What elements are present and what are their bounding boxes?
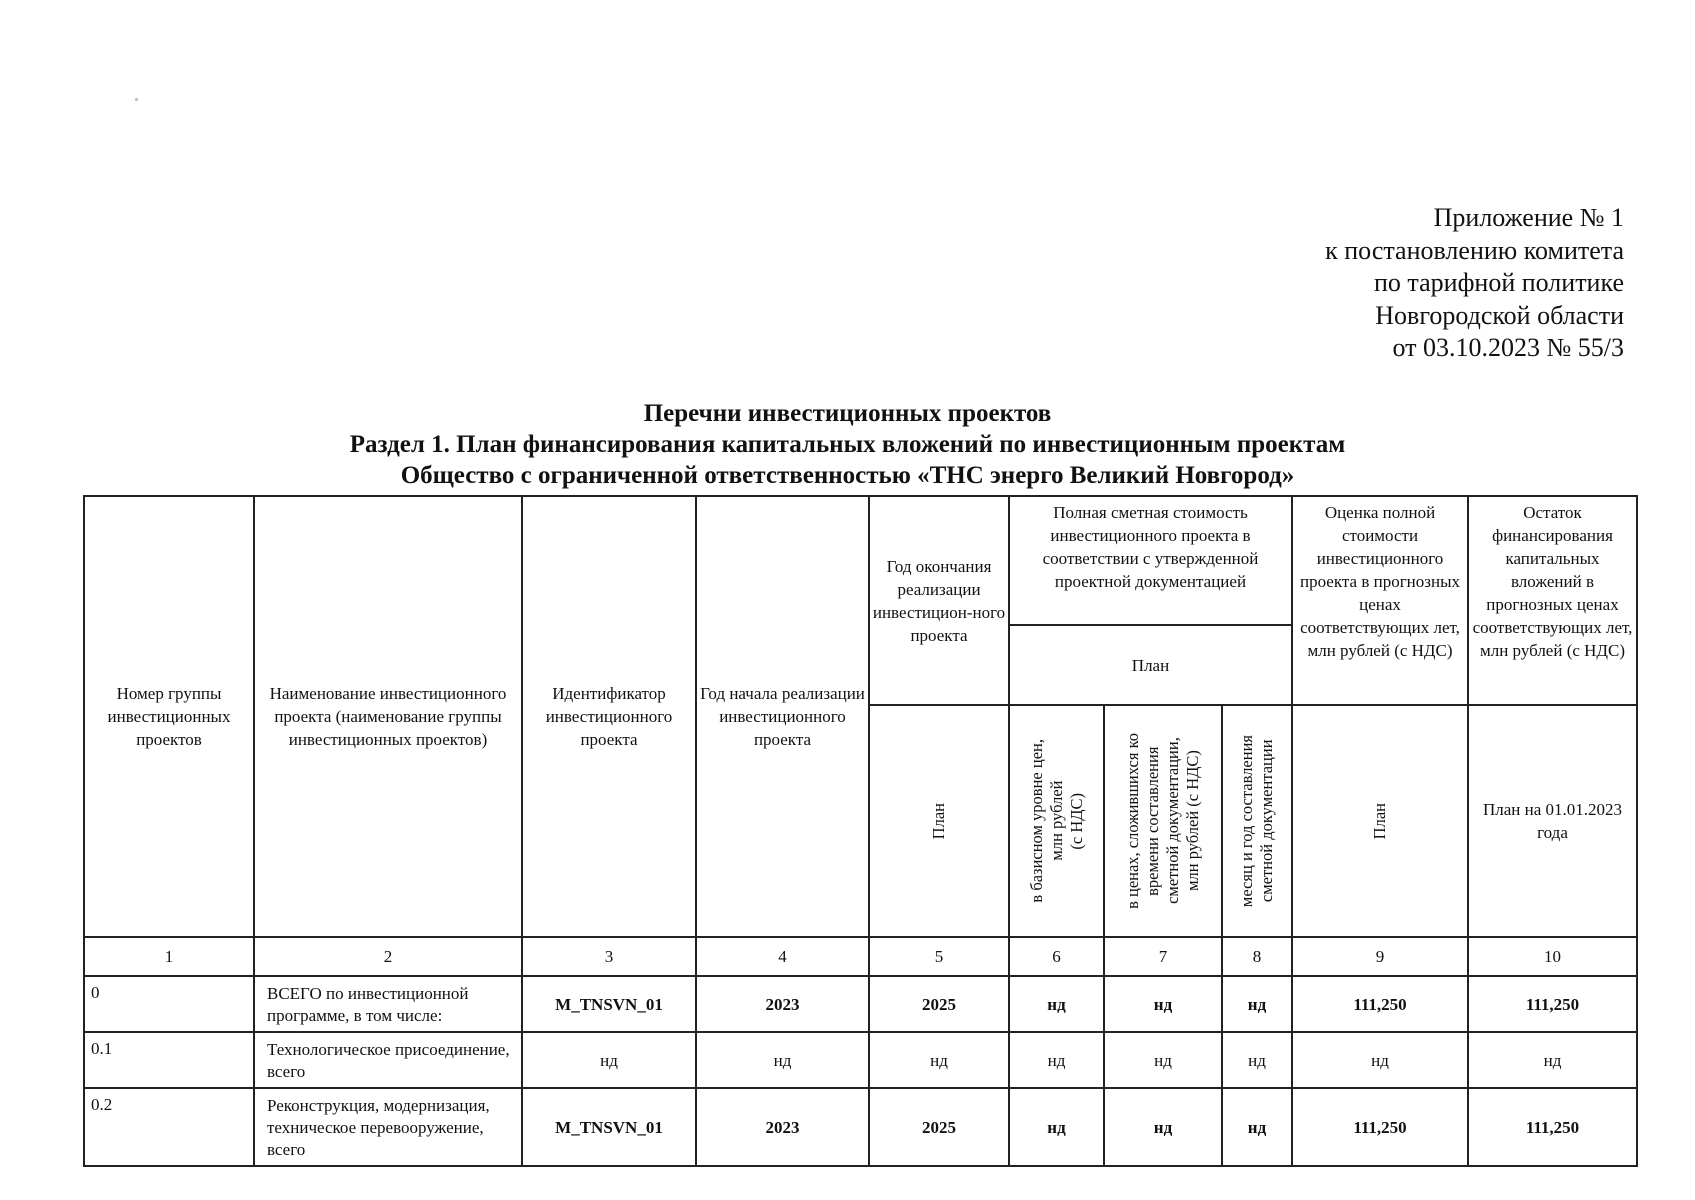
column-number: 2 bbox=[254, 937, 522, 976]
appendix-note bbox=[1325, 202, 1624, 365]
cell-group: 0 bbox=[84, 976, 254, 1032]
header-full-cost: Полная сметная стоимость инвестиционного проекта в соответствии с утвержденной проектной документацией bbox=[1009, 496, 1292, 625]
header-remaining-plan: План на 01.01.2023 года bbox=[1468, 705, 1637, 937]
cell-current-cost: нд bbox=[1104, 1032, 1222, 1088]
plan-vertical-label: План bbox=[929, 802, 948, 840]
title-line-1: Перечни инвестиционных проектов bbox=[643, 400, 1052, 427]
cell-base-cost: нд bbox=[1009, 976, 1104, 1032]
column-numbers-row bbox=[84, 937, 1637, 976]
cell-base-cost: нд bbox=[1009, 1088, 1104, 1166]
base-level-line: (с НДС) bbox=[1066, 792, 1086, 850]
header-start-year: Год начала реализации инвестиционного проекта bbox=[696, 496, 869, 937]
scan-speck bbox=[135, 98, 138, 101]
column-number: 5 bbox=[869, 937, 1009, 976]
document-title bbox=[0, 398, 1695, 491]
appendix-line: от 03.10.2023 № 55/3 bbox=[1392, 333, 1624, 362]
table-row bbox=[84, 976, 1637, 1032]
header-remaining: Остаток финансирования капитальных вложений в прогнозных ценах соответствующих лет, млн рублей (с НДС) bbox=[1468, 496, 1637, 705]
cell-remaining: 111,250 bbox=[1468, 976, 1637, 1032]
current-prices-line: в ценах, сложившихся ко bbox=[1123, 733, 1142, 909]
cell-remaining: 111,250 bbox=[1468, 1088, 1637, 1166]
cell-current-cost: нд bbox=[1104, 1088, 1222, 1166]
cell-estimate: 111,250 bbox=[1292, 1088, 1468, 1166]
cell-identifier: нд bbox=[522, 1032, 696, 1088]
cell-base-cost: нд bbox=[1009, 1032, 1104, 1088]
appendix-line: Новгородской области bbox=[1375, 300, 1624, 330]
title-line-2: Раздел 1. План финансирования капитальных вложений по инвестиционным проектам bbox=[349, 431, 1346, 458]
table-row bbox=[84, 1032, 1637, 1088]
header-current-prices-cost bbox=[1104, 705, 1222, 937]
header-end-year-plan bbox=[869, 705, 1009, 937]
cell-group: 0.2 bbox=[84, 1088, 254, 1166]
cell-estimate: 111,250 bbox=[1292, 976, 1468, 1032]
header-cost-estimate: Оценка полной стоимости инвестиционного проекта в прогнозных ценах соответствующих лет, млн рублей (с НДС) bbox=[1292, 496, 1468, 705]
cell-month-year: нд bbox=[1222, 1032, 1292, 1088]
column-number: 7 bbox=[1104, 937, 1222, 976]
month-year-line: сметной документации bbox=[1257, 739, 1276, 903]
cell-end-year: нд bbox=[869, 1032, 1009, 1088]
cell-name: Технологическое присоединение, всего bbox=[254, 1032, 522, 1088]
header-project-name: Наименование инвестиционного проекта (наименование группы инвестиционных проектов) bbox=[254, 496, 522, 937]
cell-end-year: 2025 bbox=[869, 1088, 1009, 1166]
header-identifier: Идентификатор инвестиционного проекта bbox=[522, 496, 696, 937]
table-row bbox=[84, 1088, 1637, 1166]
cell-name: ВСЕГО по инвестиционной программе, в том числе: bbox=[254, 976, 522, 1032]
header-base-level-cost bbox=[1009, 705, 1104, 937]
appendix-line: Приложение № 1 bbox=[1433, 203, 1624, 232]
month-year-line: месяц и год составления bbox=[1237, 734, 1256, 908]
appendix-line: к постановлению комитета bbox=[1325, 235, 1624, 265]
cell-current-cost: нд bbox=[1104, 976, 1222, 1032]
current-prices-line: сметной документации, bbox=[1163, 737, 1182, 905]
base-level-line: в базисном уровне цен, bbox=[1026, 739, 1046, 903]
cell-start-year: нд bbox=[696, 1032, 869, 1088]
current-prices-line: млн рублей (с НДС) bbox=[1183, 750, 1202, 892]
cell-group: 0.1 bbox=[84, 1032, 254, 1088]
cell-start-year: 2023 bbox=[696, 1088, 869, 1166]
current-prices-line: времени составления bbox=[1143, 746, 1162, 896]
cell-estimate: нд bbox=[1292, 1032, 1468, 1088]
column-number: 9 bbox=[1292, 937, 1468, 976]
header-full-cost-plan: План bbox=[1009, 625, 1292, 705]
column-number: 8 bbox=[1222, 937, 1292, 976]
cell-month-year: нд bbox=[1222, 976, 1292, 1032]
base-level-line: млн рублей bbox=[1046, 780, 1066, 862]
cell-end-year: 2025 bbox=[869, 976, 1009, 1032]
header-group-number: Номер группы инвестиционных проектов bbox=[84, 496, 254, 937]
plan-vertical-label: План bbox=[1370, 802, 1389, 840]
column-number: 1 bbox=[84, 937, 254, 976]
header-month-year bbox=[1222, 705, 1292, 937]
header-end-year: Год окончания реализации инвестицион-ного проекта bbox=[869, 496, 1009, 705]
cell-month-year: нд bbox=[1222, 1088, 1292, 1166]
column-number: 4 bbox=[696, 937, 869, 976]
cell-start-year: 2023 bbox=[696, 976, 869, 1032]
appendix-line: по тарифной политике bbox=[1374, 268, 1624, 297]
header-estimate-plan bbox=[1292, 705, 1468, 937]
column-number: 10 bbox=[1468, 937, 1637, 976]
cell-name: Реконструкция, модернизация, техническое перевооружение, всего bbox=[254, 1088, 522, 1166]
cell-remaining: нд bbox=[1468, 1032, 1637, 1088]
investment-projects-table bbox=[83, 495, 1638, 1167]
column-number: 3 bbox=[522, 937, 696, 976]
title-line-3: Общество с ограниченной ответственностью «ТНС энерго Великий Новгород» bbox=[400, 462, 1295, 489]
cell-identifier: M_TNSVN_01 bbox=[522, 976, 696, 1032]
cell-identifier: M_TNSVN_01 bbox=[522, 1088, 696, 1166]
column-number: 6 bbox=[1009, 937, 1104, 976]
